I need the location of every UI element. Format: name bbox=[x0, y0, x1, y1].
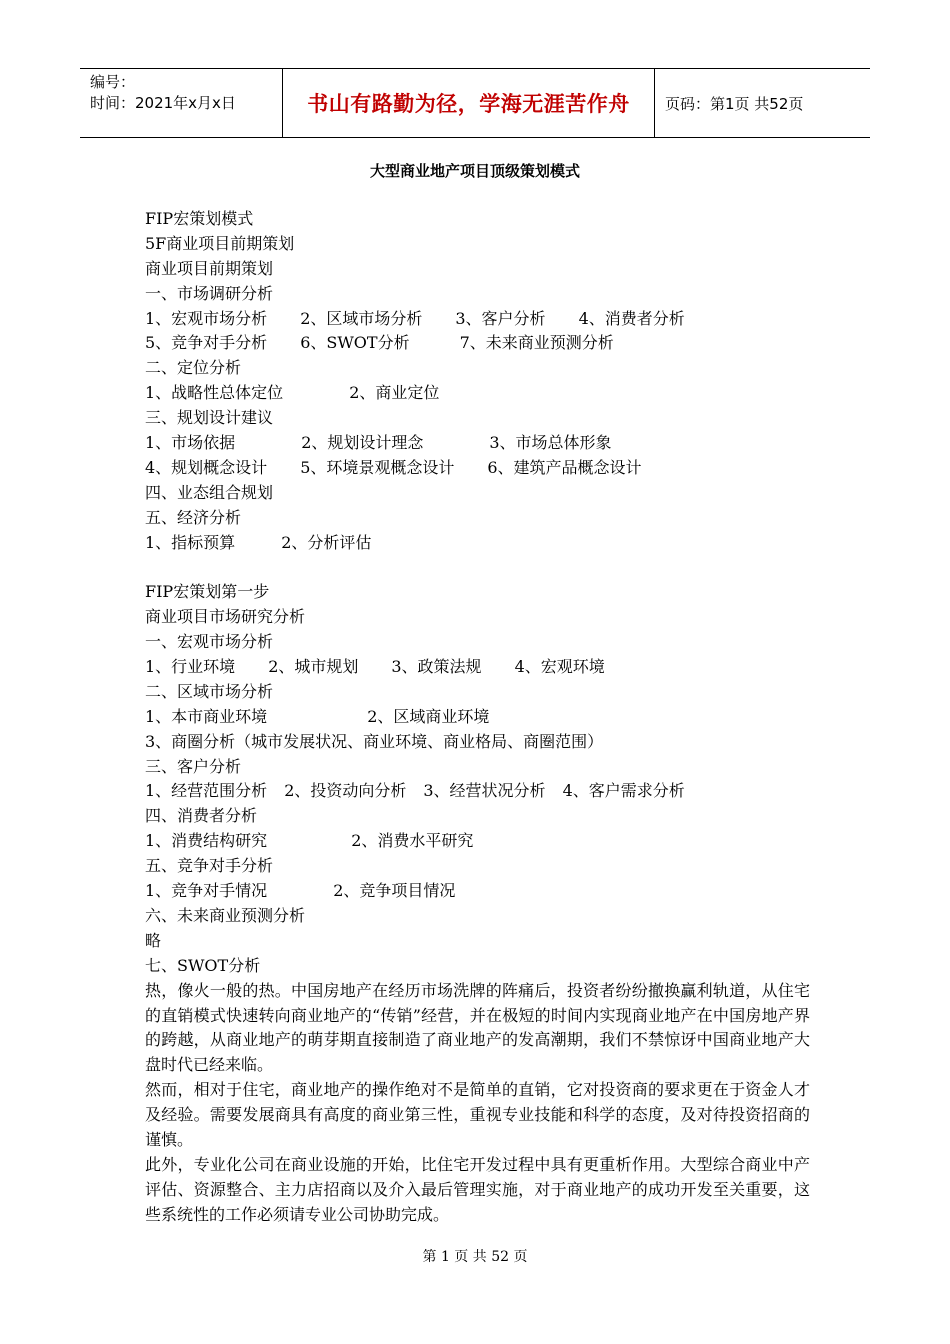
item: 4、客户需求分析 bbox=[562, 781, 685, 801]
section-heading: 一、市场调研分析 bbox=[145, 283, 274, 303]
item-row bbox=[145, 456, 810, 481]
item: 1、竞争对手情况 bbox=[145, 881, 268, 901]
item: 1、经营范围分析 bbox=[145, 781, 268, 801]
section-heading: 五、经济分析 bbox=[145, 507, 242, 527]
document-title: 大型商业地产项目顶级策划模式 bbox=[369, 162, 580, 180]
item: 2、城市规划 bbox=[268, 657, 359, 677]
motto-text: 书山有路勤为径，学海无涯苦作舟 bbox=[307, 92, 630, 116]
section-heading: 三、客户分析 bbox=[145, 756, 242, 776]
item: 3、市场总体形象 bbox=[489, 433, 612, 453]
item-row bbox=[145, 307, 810, 332]
text-line: 略 bbox=[145, 930, 162, 950]
item-row bbox=[145, 331, 810, 356]
text-line: 商业项目前期策划 bbox=[145, 258, 274, 278]
item-row bbox=[145, 779, 810, 804]
paragraph: 然而，相对于住宅，商业地产的操作绝对不是简单的直销，它对投资商的要求更在于资金人才及经验。需要发展商具有高度的商业第三性，重视专业技能和科学的态度，及对待投资招商的谨慎。 bbox=[145, 1080, 810, 1150]
item: 1、消费结构研究 bbox=[145, 831, 268, 851]
text-line: 5F商业项目前期策划 bbox=[145, 233, 295, 253]
item-row bbox=[145, 655, 810, 680]
header-left-cell bbox=[80, 69, 282, 137]
document-body bbox=[145, 207, 810, 1228]
text-line: 3、商圈分析（城市发展状况、商业环境、商业格局、商圈范围） bbox=[145, 731, 604, 751]
item: 4、消费者分析 bbox=[578, 308, 685, 328]
page-info-cell bbox=[655, 69, 870, 137]
time-label: 时间：2021年x月x日 bbox=[90, 94, 236, 112]
motto-cell bbox=[282, 69, 655, 137]
item: 3、政策法规 bbox=[391, 657, 482, 677]
item-row bbox=[145, 381, 810, 406]
item: 1、市场依据 bbox=[145, 433, 236, 453]
item: 2、规划设计理念 bbox=[301, 433, 424, 453]
item: 5、环境景观概念设计 bbox=[300, 457, 455, 477]
section-heading: 一、宏观市场分析 bbox=[145, 632, 274, 652]
item: 3、经营状况分析 bbox=[423, 781, 546, 801]
item-row bbox=[145, 705, 810, 730]
item: 2、区域市场分析 bbox=[300, 308, 423, 328]
item: 4、宏观环境 bbox=[514, 657, 605, 677]
item: 6、SWOT分析 bbox=[300, 333, 410, 353]
item: 1、战略性总体定位 bbox=[145, 383, 284, 403]
item: 2、分析评估 bbox=[281, 532, 372, 552]
section-heading: 二、区域市场分析 bbox=[145, 681, 274, 701]
item: 1、本市商业环境 bbox=[145, 706, 268, 726]
item: 7、未来商业预测分析 bbox=[459, 333, 614, 353]
item: 3、客户分析 bbox=[455, 308, 546, 328]
header-table bbox=[80, 68, 870, 138]
item-row bbox=[145, 879, 810, 904]
item: 2、投资动向分析 bbox=[284, 781, 407, 801]
number-label: 编号： bbox=[90, 73, 136, 91]
item: 1、指标预算 bbox=[145, 532, 236, 552]
text-line: 商业项目市场研究分析 bbox=[145, 607, 306, 627]
item: 4、规划概念设计 bbox=[145, 457, 268, 477]
item: 1、行业环境 bbox=[145, 657, 236, 677]
item: 2、商业定位 bbox=[349, 383, 440, 403]
text-line: FIP宏策划第一步 bbox=[145, 582, 270, 602]
item: 5、竞争对手分析 bbox=[145, 333, 268, 353]
section-heading: 三、规划设计建议 bbox=[145, 408, 274, 428]
item-row bbox=[145, 829, 810, 854]
item-row bbox=[145, 431, 810, 456]
item: 2、区域商业环境 bbox=[367, 706, 490, 726]
item: 2、消费水平研究 bbox=[351, 831, 474, 851]
text-line: FIP宏策划模式 bbox=[145, 209, 254, 228]
section-heading: 五、竞争对手分析 bbox=[145, 856, 274, 876]
item: 1、宏观市场分析 bbox=[145, 308, 268, 328]
section-heading: 七、SWOT分析 bbox=[145, 955, 261, 975]
paragraph: 此外，专业化公司在商业设施的开始，比住宅开发过程中具有更重析作用。大型综合商业中产评估、资源整合、主力店招商以及介入最后管理实施，对于商业地产的成功开发至关重要，这些系统性的工作必须请专业公司协助完成。 bbox=[145, 1154, 810, 1224]
section-heading: 四、业态组合规划 bbox=[145, 482, 274, 502]
paragraph: 热，像火一般的热。中国房地产在经历市场洗牌的阵痛后，投资者纷纷撤换赢利轨道，从住宅的直销模式快速转向商业地产的“传销”经营，并在极短的时间内实现商业地产在中国房地产界的跨越，从商业地产的萌芽期直接制造了商业地产的发高潮期，我们不禁惊讶中国商业地产大盘时代已经来临。 bbox=[145, 980, 810, 1075]
section-heading: 二、定位分析 bbox=[145, 358, 242, 378]
section-heading: 六、未来商业预测分析 bbox=[145, 905, 306, 925]
page-footer: 第 1 页 共 52 页 bbox=[422, 1249, 528, 1265]
page-info-text: 页码：第1页 共52页 bbox=[665, 94, 804, 113]
item: 6、建筑产品概念设计 bbox=[487, 457, 642, 477]
section-heading: 四、消费者分析 bbox=[145, 806, 258, 826]
item: 2、竞争项目情况 bbox=[333, 881, 456, 901]
blank-line bbox=[145, 555, 810, 580]
item-row bbox=[145, 531, 810, 556]
